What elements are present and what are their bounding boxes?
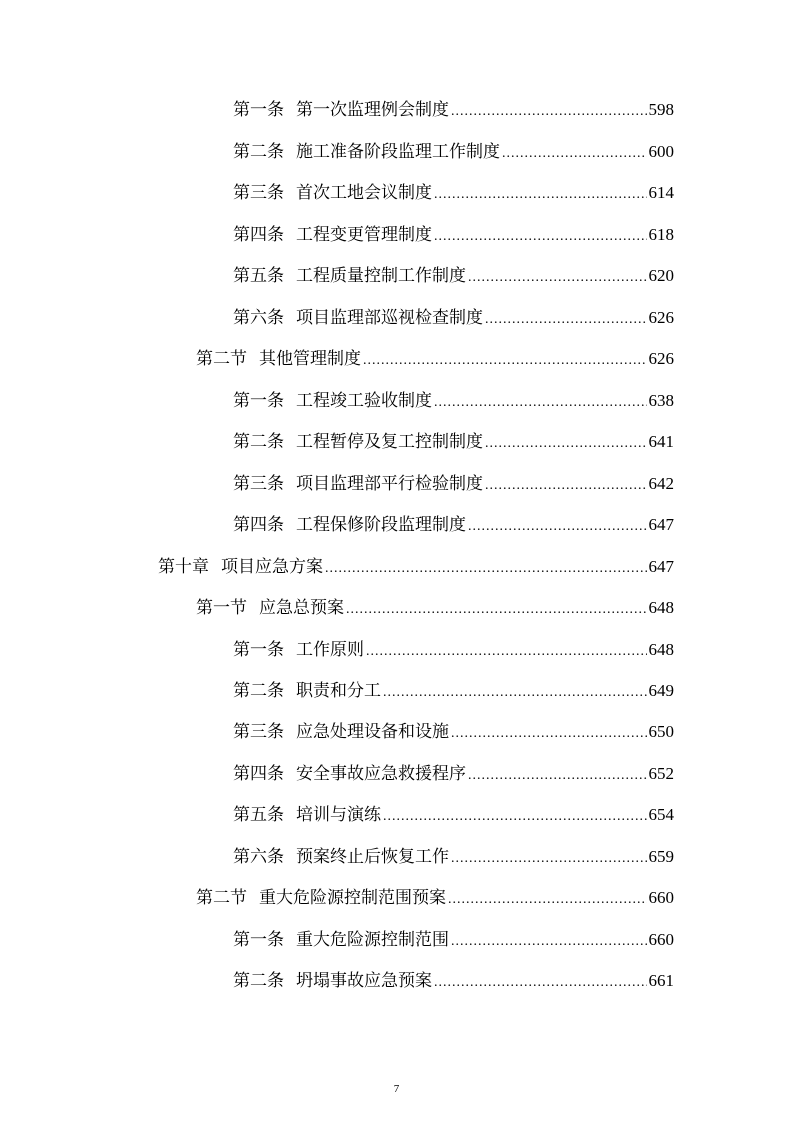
toc-entry-title: 第一次监理例会制度 (296, 100, 449, 120)
toc-entry-title: 工程竣工验收制度 (296, 391, 432, 411)
toc-entry-label: 第二条 (233, 432, 284, 452)
toc-entry-title: 坍塌事故应急预案 (296, 971, 432, 991)
toc-entry-page: 614 (648, 183, 674, 202)
toc-leader-dots (451, 930, 647, 954)
toc-leader-dots (468, 764, 647, 788)
toc-entry[interactable] (158, 555, 674, 579)
toc-leader-dots (434, 391, 647, 415)
toc-entry-label: 第六条 (233, 847, 284, 867)
toc-entry-title: 项目监理部巡视检查制度 (296, 308, 483, 328)
toc-leader-dots (383, 681, 647, 705)
toc-entry[interactable] (233, 306, 674, 330)
toc-entry-title: 项目监理部平行检验制度 (296, 474, 483, 494)
toc-entry[interactable] (196, 347, 674, 371)
toc-entry[interactable] (233, 181, 674, 205)
toc-entry-title: 培训与演练 (296, 805, 381, 825)
toc-entry-label: 第三条 (233, 474, 284, 494)
toc-entry-title: 首次工地会议制度 (296, 183, 432, 203)
toc-entry[interactable] (233, 472, 674, 496)
toc-entry[interactable] (196, 886, 674, 910)
toc-entry-label: 第三条 (233, 183, 284, 203)
toc-entry-page: 654 (648, 805, 674, 824)
toc-entry-title: 工程暂停及复工控制制度 (296, 432, 483, 452)
toc-entry-page: 600 (648, 142, 674, 161)
toc-entry-page: 649 (648, 681, 674, 700)
toc-entry-label: 第一节 (196, 598, 247, 618)
toc-leader-dots (346, 598, 647, 622)
toc-entry[interactable] (233, 845, 674, 869)
toc-leader-dots (325, 557, 647, 581)
toc-leader-dots (485, 308, 647, 332)
page-number: 7 (393, 1083, 400, 1095)
toc-entry-label: 第一条 (233, 100, 284, 120)
toc-entry-page: 626 (648, 308, 674, 327)
toc-entry-page: 660 (648, 888, 674, 907)
toc-entry-label: 第二条 (233, 681, 284, 701)
toc-entry-label: 第四条 (233, 225, 284, 245)
toc-entry-title: 职责和分工 (296, 681, 381, 701)
toc-entry-title: 重大危险源控制范围预案 (259, 888, 446, 908)
toc-entry-label: 第五条 (233, 266, 284, 286)
toc-entry[interactable] (233, 223, 674, 247)
toc-entry-title: 应急处理设备和设施 (296, 722, 449, 742)
toc-entry-label: 第二节 (196, 349, 247, 369)
toc-entry-page: 647 (648, 557, 674, 576)
toc-entry[interactable] (233, 389, 674, 413)
toc-entry-label: 第二节 (196, 888, 247, 908)
toc-leader-dots (363, 349, 647, 373)
toc-entry[interactable] (233, 679, 674, 703)
toc-entry-page: 626 (648, 349, 674, 368)
toc-leader-dots (502, 142, 647, 166)
toc-entry-page: 620 (648, 266, 674, 285)
toc-entry-label: 第五条 (233, 805, 284, 825)
toc-leader-dots (485, 432, 647, 456)
toc-entry-title: 工程质量控制工作制度 (296, 266, 466, 286)
toc-entry-title: 其他管理制度 (259, 349, 361, 369)
toc-leader-dots (366, 640, 647, 664)
toc-entry-label: 第一条 (233, 930, 284, 950)
toc-entry-page: 641 (648, 432, 674, 451)
toc-entry-title: 重大危险源控制范围 (296, 930, 449, 950)
toc-entry-page: 648 (648, 598, 674, 617)
toc-entry[interactable] (233, 98, 674, 122)
toc-leader-dots (468, 266, 647, 290)
toc-entry-label: 第一条 (233, 391, 284, 411)
toc-entry-page: 661 (648, 971, 674, 990)
toc-entry-label: 第三条 (233, 722, 284, 742)
toc-entry-page: 650 (648, 722, 674, 741)
toc-entry[interactable] (233, 638, 674, 662)
toc-entry-page: 642 (648, 474, 674, 493)
toc-leader-dots (448, 888, 647, 912)
toc-leader-dots (434, 971, 647, 995)
toc-entry[interactable] (233, 264, 674, 288)
toc-entry-label: 第二条 (233, 142, 284, 162)
toc-entry[interactable] (233, 969, 674, 993)
toc-leader-dots (451, 722, 647, 746)
toc-leader-dots (434, 225, 647, 249)
toc-entry-label: 第一条 (233, 640, 284, 660)
toc-entry[interactable] (233, 762, 674, 786)
toc-entry[interactable] (233, 803, 674, 827)
toc-entry-title: 工作原则 (296, 640, 364, 660)
toc-leader-dots (485, 474, 647, 498)
toc-entry[interactable] (233, 928, 674, 952)
toc-leader-dots (383, 805, 647, 829)
toc-entry-title: 预案终止后恢复工作 (296, 847, 449, 867)
toc-entry[interactable] (233, 140, 674, 164)
toc-entry-title: 施工准备阶段监理工作制度 (296, 142, 500, 162)
toc-leader-dots (434, 183, 647, 207)
toc-entry-title: 项目应急方案 (221, 557, 323, 577)
toc-entry-title: 工程保修阶段监理制度 (296, 515, 466, 535)
toc-entry-label: 第二条 (233, 971, 284, 991)
toc-leader-dots (468, 515, 647, 539)
toc-leader-dots (451, 847, 647, 871)
toc-entry-label: 第四条 (233, 515, 284, 535)
toc-entry-page: 660 (648, 930, 674, 949)
toc-entry-title: 应急总预案 (259, 598, 344, 618)
toc-leader-dots (451, 100, 647, 124)
toc-entry-label: 第六条 (233, 308, 284, 328)
toc-entry-page: 648 (648, 640, 674, 659)
toc-entry-page: 659 (648, 847, 674, 866)
toc-entry-page: 652 (648, 764, 674, 783)
toc-entry-label: 第十章 (158, 557, 209, 577)
toc-entry-page: 598 (648, 100, 674, 119)
toc-entry-title: 工程变更管理制度 (296, 225, 432, 245)
toc-entry-page: 638 (648, 391, 674, 410)
toc-entry-page: 647 (648, 515, 674, 534)
toc-entry[interactable] (196, 596, 674, 620)
toc-entry[interactable] (233, 513, 674, 537)
toc-entry[interactable] (233, 720, 674, 744)
toc-entry-title: 安全事故应急救援程序 (296, 764, 466, 784)
toc-entry[interactable] (233, 430, 674, 454)
toc-entry-page: 618 (648, 225, 674, 244)
toc-entry-label: 第四条 (233, 764, 284, 784)
